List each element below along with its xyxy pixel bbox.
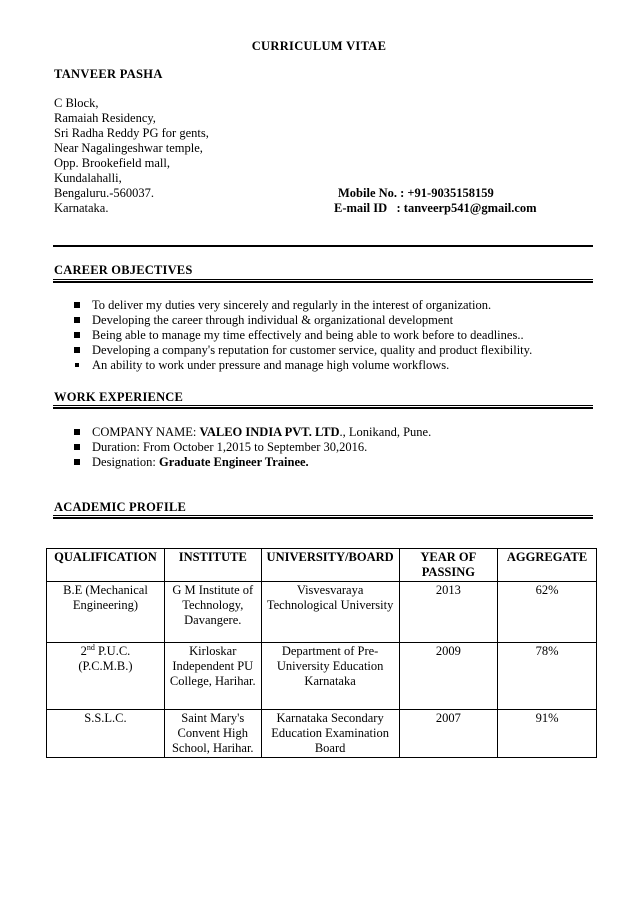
institute-cell: Kirloskar Independent PU College, Harihar.	[164, 643, 261, 710]
table-row	[47, 710, 597, 758]
bullet-icon	[74, 444, 80, 450]
list-item: Developing the career through individual & organizational development	[74, 313, 532, 328]
address-line: Sri Radha Reddy PG for gents,	[54, 126, 209, 140]
candidate-name: TANVEER PASHA	[54, 67, 163, 81]
academic-table	[46, 548, 597, 758]
company-name: VALEO INDIA PVT. LTD	[199, 425, 340, 439]
address-line: Karnataka.	[54, 201, 109, 215]
email-address: E-mail ID : tanveerp541@gmail.com	[334, 201, 537, 215]
career-objectives-list	[74, 298, 532, 373]
bullet-icon	[74, 332, 80, 338]
bullet-icon	[74, 302, 80, 308]
bullet-icon	[74, 317, 80, 323]
address-line: Near Nagalingeshwar temple,	[54, 141, 203, 155]
aggregate-cell: 91%	[498, 710, 597, 758]
table-row	[47, 582, 597, 643]
list-item: An ability to work under pressure and manage high volume workflows.	[74, 358, 532, 373]
bullet-icon	[74, 347, 80, 353]
address-line: Bengaluru.-560037.	[54, 186, 154, 200]
list-item: Duration: From October 1,2015 to September 30,2016.	[74, 440, 431, 455]
bullet-icon	[74, 459, 80, 465]
column-header: AGGREGATE	[498, 549, 597, 582]
mobile-number: Mobile No. : +91-9035158159	[338, 186, 494, 200]
address-block	[54, 96, 209, 216]
table-row	[47, 643, 597, 710]
aggregate-cell: 78%	[498, 643, 597, 710]
document-title: CURRICULUM VITAE	[251, 39, 387, 53]
year-cell: 2007	[399, 710, 498, 758]
address-line: Opp. Brookefield mall,	[54, 156, 170, 170]
bullet-icon	[74, 429, 80, 435]
column-header: UNIVERSITY/BOARD	[261, 549, 399, 582]
column-header: YEAR OF PASSING	[399, 549, 498, 582]
career-objectives-rule	[53, 279, 593, 283]
address-line: Kundalahalli,	[54, 171, 122, 185]
column-header: QUALIFICATION	[47, 549, 165, 582]
academic-profile-rule	[53, 515, 593, 519]
work-experience-list	[74, 425, 431, 470]
university-cell: Visvesvaraya Technological University	[261, 582, 399, 643]
aggregate-cell: 62%	[498, 582, 597, 643]
academic-profile-heading: ACADEMIC PROFILE	[54, 500, 187, 514]
qualification-cell: 2nd P.U.C. (P.C.M.B.)	[47, 643, 165, 710]
institute-cell: G M Institute of Technology, Davangere.	[164, 582, 261, 643]
list-item: Developing a company's reputation for customer service, quality and product flexibility.	[74, 343, 532, 358]
university-cell: Department of Pre-University Education Karnataka	[261, 643, 399, 710]
work-experience-heading: WORK EXPERIENCE	[54, 390, 184, 404]
year-cell: 2009	[399, 643, 498, 710]
list-item: Being able to manage my time effectively and being able to work before to deadlines..	[74, 328, 532, 343]
column-header: INSTITUTE	[164, 549, 261, 582]
table-header-row	[47, 549, 597, 582]
university-cell: Karnataka Secondary Education Examination Board	[261, 710, 399, 758]
career-objectives-heading: CAREER OBJECTIVES	[54, 263, 193, 277]
list-item: COMPANY NAME: VALEO INDIA PVT. LTD., Lonikand, Pune.	[74, 425, 431, 440]
designation-value: Graduate Engineer Trainee.	[159, 455, 309, 469]
header-divider	[53, 245, 593, 247]
bullet-icon	[75, 363, 79, 367]
list-item: Designation: Graduate Engineer Trainee.	[74, 455, 431, 470]
institute-cell: Saint Mary's Convent High School, Harihar.	[164, 710, 261, 758]
qualification-cell: S.S.L.C.	[47, 710, 165, 758]
address-line: C Block,	[54, 96, 99, 110]
work-experience-rule	[53, 405, 593, 409]
qualification-cell: B.E (Mechanical Engineering)	[47, 582, 165, 643]
year-cell: 2013	[399, 582, 498, 643]
address-line: Ramaiah Residency,	[54, 111, 156, 125]
list-item: To deliver my duties very sincerely and regularly in the interest of organization.	[74, 298, 532, 313]
